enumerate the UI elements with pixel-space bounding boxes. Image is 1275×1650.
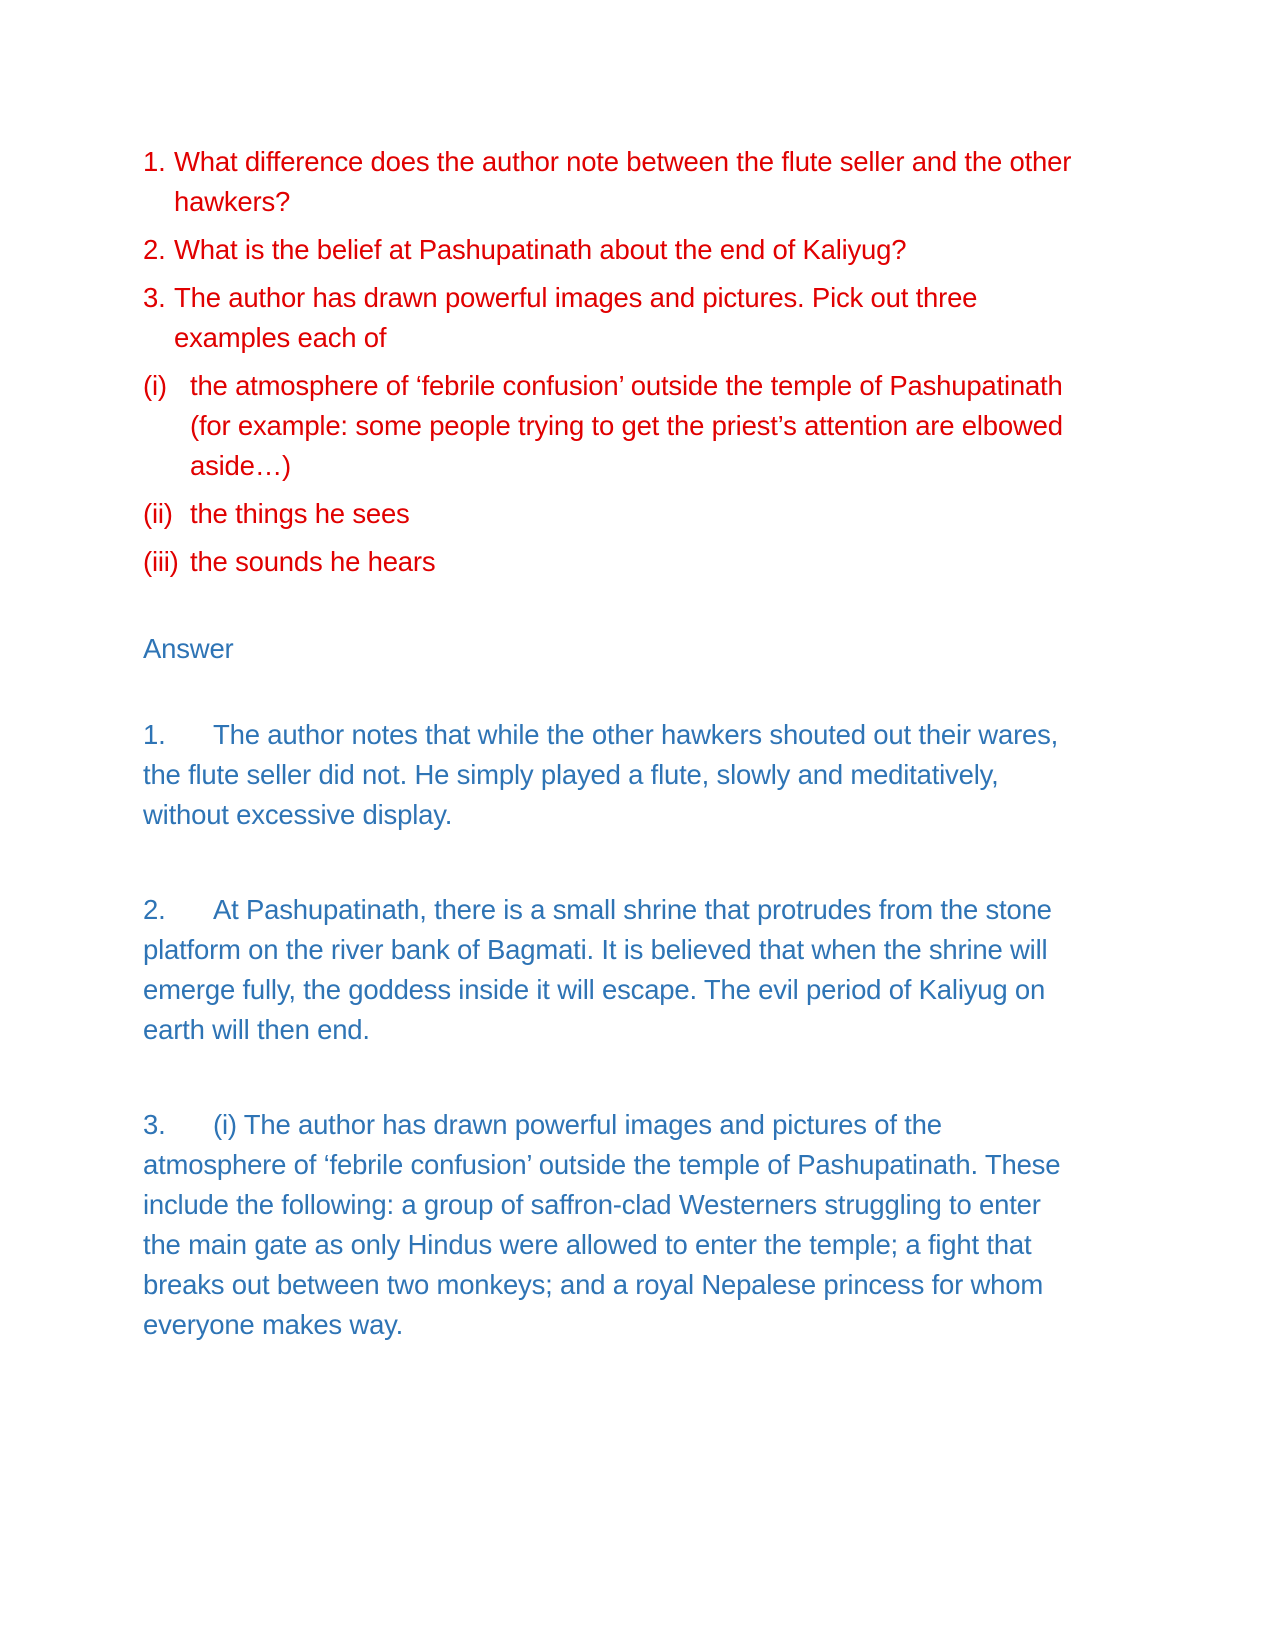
questions-section — [143, 142, 1073, 582]
answer-text: (i) The author has drawn powerful images and pictures of the atmosphere of ‘febrile confusion’ outside the temple of Pashupatinath. These include the following: a group of saffron-clad Westerners struggling to enter the main gate as only Hindus were allowed to enter the temple; a fight that breaks out between two monkeys; and a royal Nepalese princess for whom everyone makes way. — [143, 1109, 1061, 1340]
question-text: The author has drawn powerful images and pictures. Pick out three examples each of — [174, 282, 978, 353]
answer-paragraph — [143, 1105, 1073, 1345]
sub-question-number: (ii) — [143, 498, 173, 529]
answer-text: The author notes that while the other hawkers shouted out their wares, the flute seller did not. He simply played a flute, slowly and meditatively, without excessive display. — [143, 719, 1059, 830]
question-number: 1. — [143, 146, 166, 177]
answer-paragraph — [143, 890, 1073, 1050]
answer-heading: Answer — [143, 633, 234, 664]
question-number: 2. — [143, 234, 166, 265]
answer-number: 2. — [143, 894, 166, 925]
answer-paragraph — [143, 715, 1073, 835]
sub-question-item — [143, 494, 1073, 534]
sub-question-number: (i) — [143, 370, 167, 401]
sub-question-item — [143, 542, 1073, 582]
question-item — [143, 278, 1073, 358]
sub-question-text: the sounds he hears — [190, 546, 436, 577]
question-item — [143, 230, 1073, 270]
answer-number: 1. — [143, 719, 166, 750]
sub-question-text: the things he sees — [190, 498, 410, 529]
sub-question-text: the atmosphere of ‘febrile confusion’ outside the temple of Pashupatinath (for example: some people trying to get the priest’s attention are elbowed aside…) — [190, 370, 1063, 481]
answer-number: 3. — [143, 1109, 166, 1140]
sub-question-item — [143, 366, 1073, 486]
answers-section — [143, 629, 1073, 1345]
document-page — [143, 142, 1073, 1345]
question-number: 3. — [143, 282, 166, 313]
question-text: What difference does the author note between the flute seller and the other hawkers? — [174, 146, 1072, 217]
question-item — [143, 142, 1073, 222]
answer-text: At Pashupatinath, there is a small shrine that protrudes from the stone platform on the river bank of Bagmati. It is believed that when the shrine will emerge fully, the goddess inside it will escape. The evil period of Kaliyug on earth will then end. — [143, 894, 1052, 1045]
question-text: What is the belief at Pashupatinath about the end of Kaliyug? — [174, 234, 907, 265]
sub-question-number: (iii) — [143, 546, 179, 577]
